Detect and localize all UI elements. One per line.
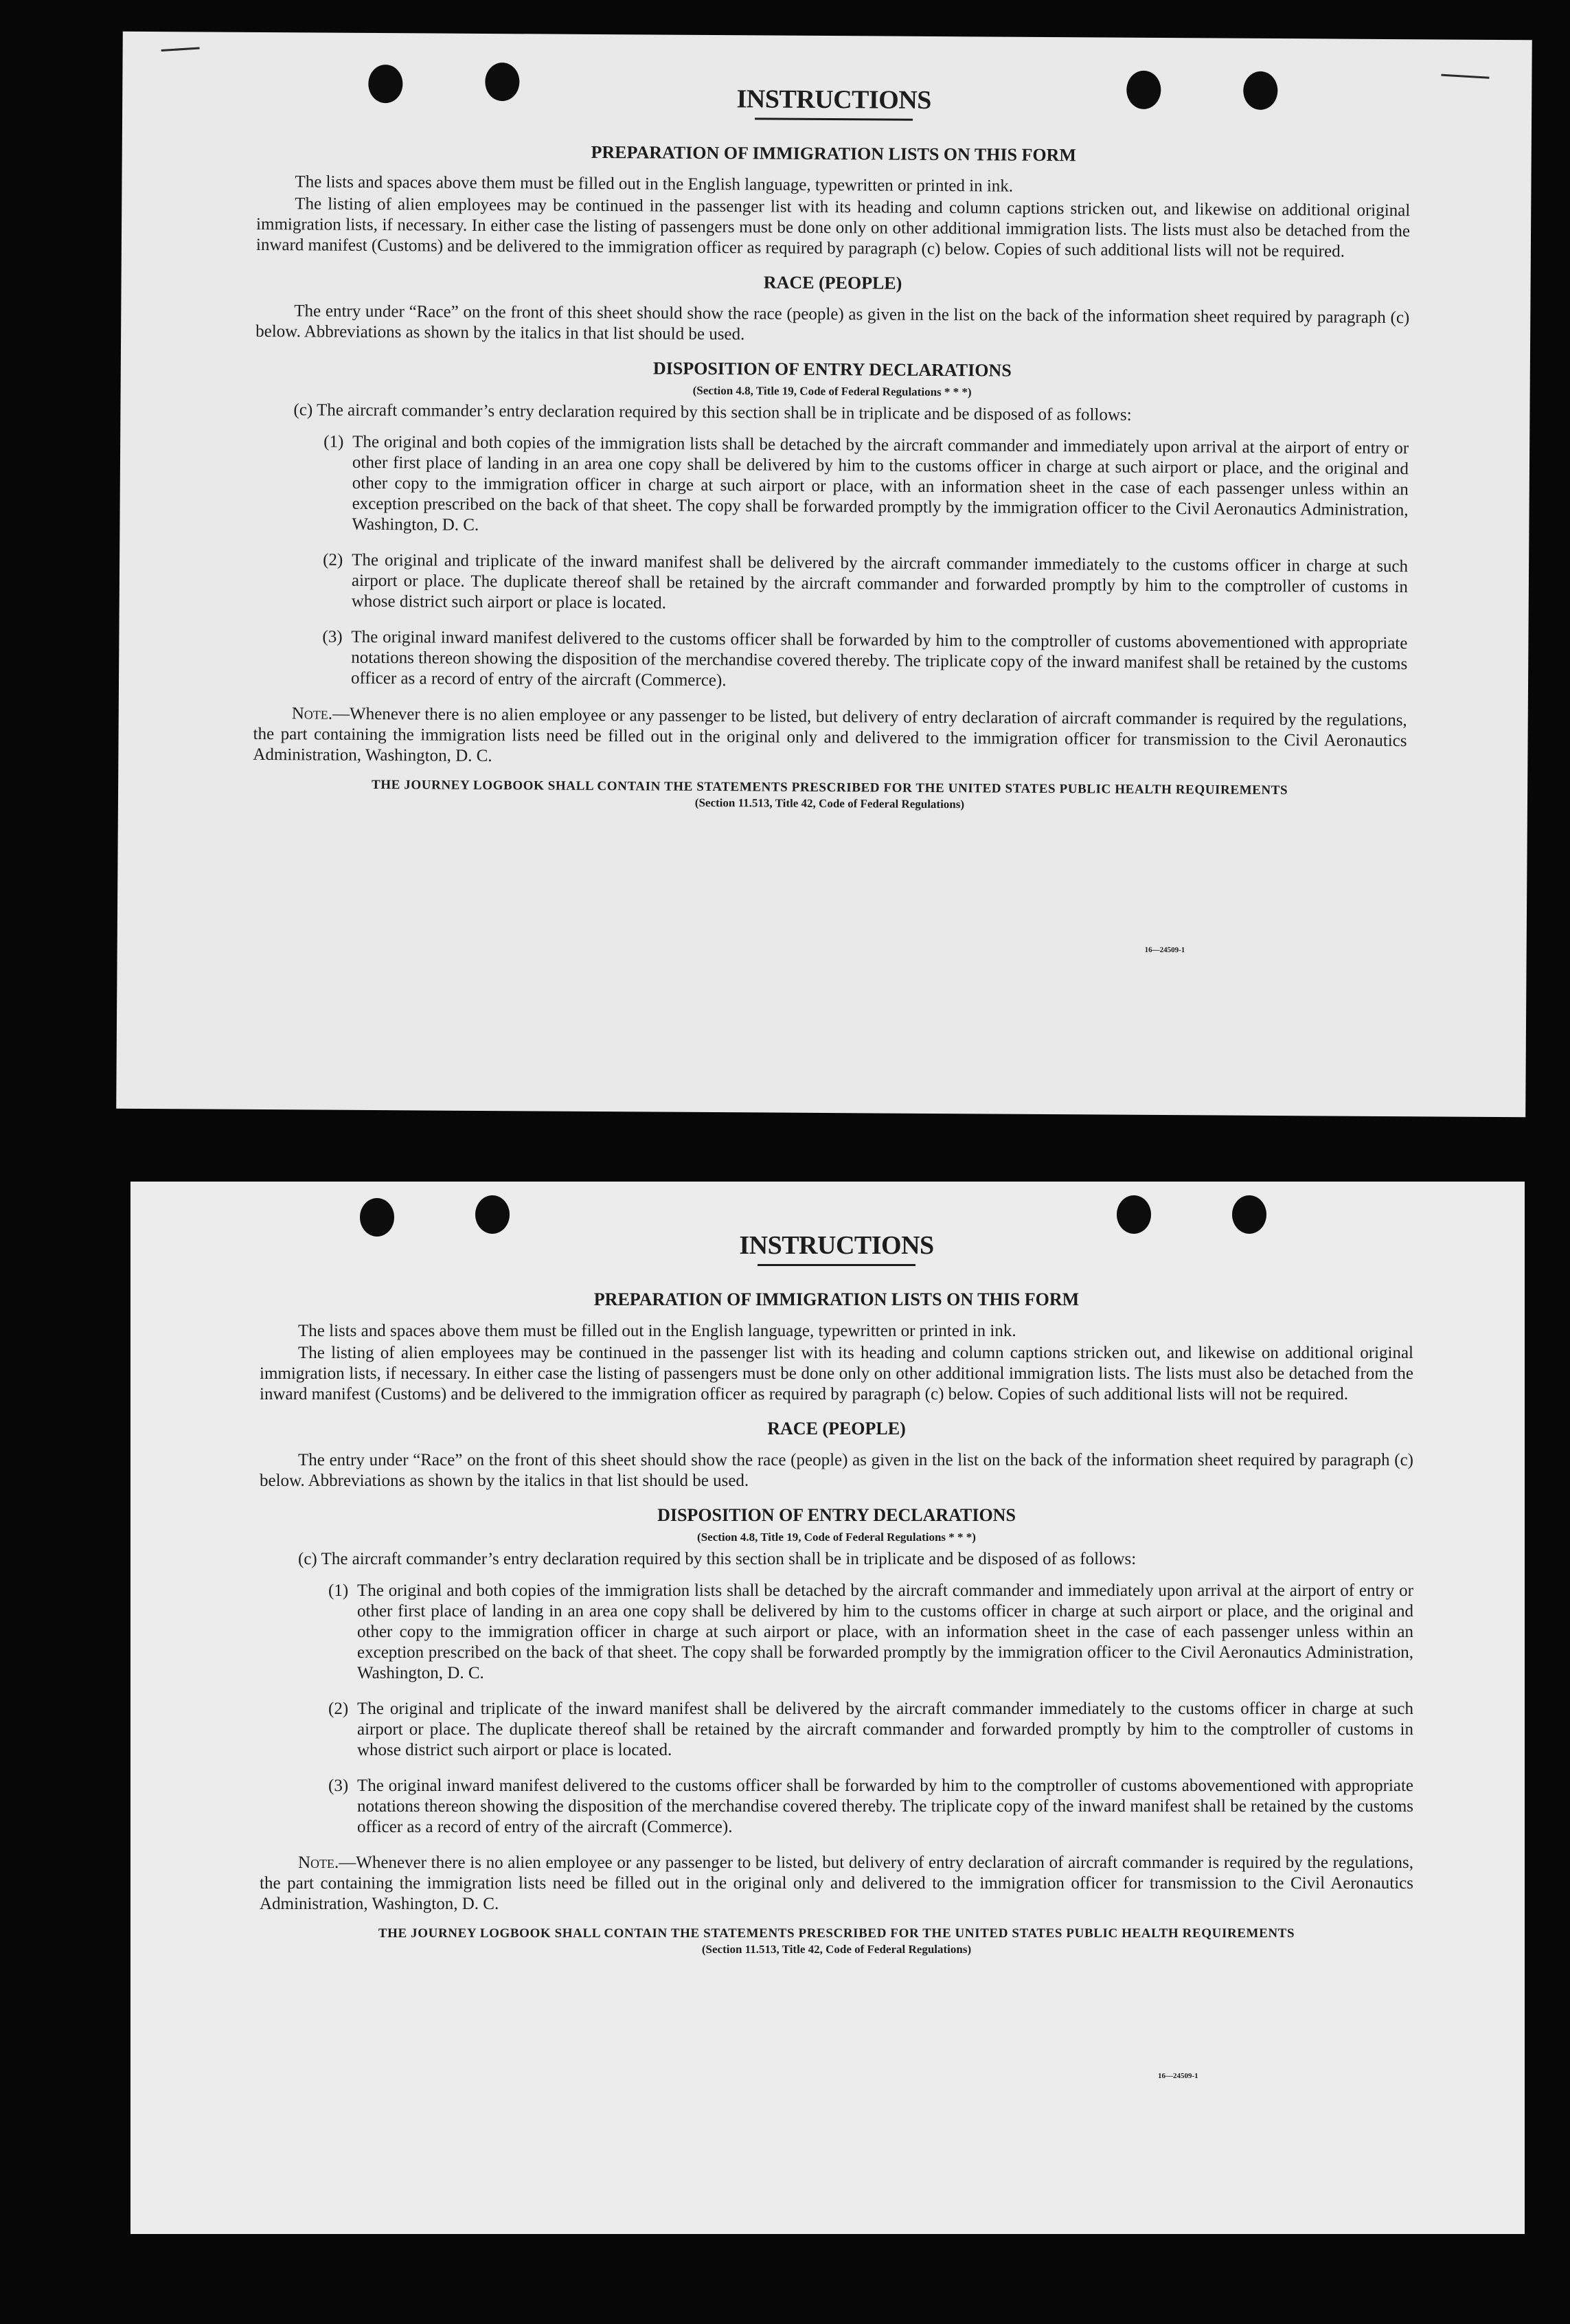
- corner-mark: [161, 47, 200, 52]
- item-text: The original and triplicate of the inward manifest shall be delivered by the aircraft commander immediately to the customs officer in charge at such airport or place. The duplicate thereof shall be retained by the aircraft commander and forwarded promptly by him to the comptroller of customs in whose district such airport or place is located.: [351, 550, 1409, 613]
- note-label: Note.: [298, 1853, 339, 1872]
- paragraph: The lists and spaces above them must be filled out in the English language, typewritten or printed in ink.: [295, 172, 1014, 196]
- item-number: (2): [323, 550, 343, 569]
- section-heading-preparation: PREPARATION OF IMMIGRATION LISTS ON THIS FORM: [591, 142, 1077, 166]
- form-number: 16—24509-1: [1158, 2072, 1198, 2080]
- note-paragraph: [260, 1853, 1413, 1915]
- footer-statement: THE JOURNEY LOGBOOK SHALL CONTAIN THE STATEMENTS PRESCRIBED FOR THE UNITED STATES PUBLIC HEALTH REQUIREMENTS: [378, 1926, 1295, 1941]
- paragraph: The entry under “Race” on the front of this sheet should show the race (people) as given in the list on the back of the information sheet required by paragraph (c) below. Abbreviations as shown by the italics in that list should be used.: [255, 302, 1410, 344]
- paragraph: The listing of alien employees may be continued in the passenger list with its heading and column captions stricken out, and likewise on additional original immigration lists, if necessary. In either case the listing of passengers must be done only on other additional immigration lists. The lists must also be detached from the inward manifest (Customs) and be delivered to the immigration officer as required by paragraph (c) below. Copies of such additional lists will not be required.: [260, 1344, 1413, 1403]
- item-number: (3): [328, 1776, 349, 1795]
- section-reference: (Section 4.8, Title 19, Code of Federal Regulations * * *): [697, 1531, 976, 1544]
- footer-reference: (Section 11.513, Title 42, Code of Federal Regulations): [694, 796, 965, 811]
- section-heading-preparation: PREPARATION OF IMMIGRATION LISTS ON THIS FORM: [593, 1289, 1080, 1309]
- section-heading-disposition: DISPOSITION OF ENTRY DECLARATIONS: [657, 1505, 1016, 1525]
- punch-hole: [475, 1195, 510, 1234]
- item-number: (1): [328, 1581, 349, 1600]
- instruction-sheet-2: [130, 1182, 1525, 2234]
- note-text: —Whenever there is no alien employee or any passenger to be listed, but delivery of entry declaration of aircraft commander is required by the regulations, the part containing the immigration lists need be filled out in the original only and delivered to the immigration officer for transmission to the Civil Aeronautics Administration, Washington, D. C.: [253, 704, 1407, 766]
- paragraph: The lists and spaces above them must be filled out in the English language, typewritten or printed in ink.: [298, 1322, 1016, 1340]
- sheet-content: [253, 80, 1411, 815]
- item-text: The original and triplicate of the inward manifest shall be delivered by the aircraft commander immediately to the customs officer in charge at such airport or place. The duplicate thereof shall be retained by the aircraft commander and forwarded promptly by him to the comptroller of customs in whose district such airport or place is located.: [357, 1700, 1413, 1759]
- section-heading-race: RACE (PEOPLE): [767, 1419, 906, 1439]
- punch-hole: [1117, 1195, 1151, 1234]
- item-number: (2): [328, 1700, 349, 1718]
- title-rule: [758, 1264, 915, 1266]
- corner-mark: [1441, 74, 1489, 79]
- page-title: INSTRUCTIONS: [736, 84, 932, 115]
- title-rule: [755, 117, 913, 120]
- page-title: INSTRUCTIONS: [739, 1231, 934, 1260]
- paragraph: The listing of alien employees may be continued in the passenger list with its heading and column captions stricken out, and likewise on additional original immigration lists, if necessary. In either case the listing of passengers must be done only on other additional immigration lists. The lists must also be detached from the inward manifest (Customs) and be delivered to the immigration officer as required by paragraph (c) below. Copies of such additional lists will not be required.: [255, 194, 1411, 261]
- list-item: [322, 627, 1408, 696]
- note-label: Note.: [291, 704, 333, 723]
- list-item: [328, 1776, 1413, 1838]
- item-text: The original and both copies of the immigration lists shall be detached by the aircraft commander and immediately upon arrival at the airport of entry or other first place of landing in an area one copy shall be delivered by him to the customs officer in charge at such airport or place, and the original and other copy to the immigration officer in charge at such airport or place, with an information sheet in the case of each passenger unless within an exception prescribed on the back of that sheet. The copy shall be forwarded promptly by the immigration officer to the Civil Aeronautics Administration, Washington, D. C.: [352, 432, 1409, 534]
- footer-reference: (Section 11.513, Title 42, Code of Federal Regulations): [701, 1943, 972, 1956]
- section-heading-race: RACE (PEOPLE): [763, 272, 902, 293]
- item-text: The original inward manifest delivered to the customs officer shall be forwarded by him to the comptroller of customs abovementioned with appropriate notations thereon showing the disposition of the merchandise covered thereby. The triplicate copy of the inward manifest shall be retained by the customs officer as a record of entry of the aircraft (Commerce).: [357, 1776, 1413, 1836]
- paragraph: (c) The aircraft commander’s entry declaration required by this section shall be in triplicate and be disposed of as follows:: [293, 401, 1132, 425]
- paragraph: (c) The aircraft commander’s entry declaration required by this section shall be in triplicate and be disposed of as follows:: [298, 1550, 1137, 1568]
- sheet-content: [260, 1230, 1413, 1957]
- section-reference: (Section 4.8, Title 19, Code of Federal Regulations * * *): [692, 383, 972, 399]
- form-number: 16—24509-1: [1144, 945, 1185, 955]
- item-number: (3): [322, 627, 343, 646]
- note-paragraph: [253, 703, 1407, 772]
- item-number: (1): [323, 432, 344, 451]
- paragraph: The entry under “Race” on the front of this sheet should show the race (people) as given in the list on the back of the information sheet required by paragraph (c) below. Abbreviations as shown by the italics in that list should be used.: [260, 1451, 1413, 1490]
- list-item: [328, 1699, 1413, 1761]
- section-heading-disposition: DISPOSITION OF ENTRY DECLARATIONS: [652, 358, 1012, 381]
- instruction-sheet-1: [116, 32, 1532, 1118]
- punch-hole: [1232, 1195, 1266, 1234]
- list-item: [323, 550, 1409, 619]
- note-text: —Whenever there is no alien employee or any passenger to be listed, but delivery of entry declaration of aircraft commander is required by the regulations, the part containing the immigration lists need be filled out in the original only and delivered to the immigration officer for transmission to the Civil Aeronautics Administration, Washington, D. C.: [260, 1853, 1413, 1913]
- item-text: The original and both copies of the immigration lists shall be detached by the aircraft commander and immediately upon arrival at the airport of entry or other first place of landing in an area one copy shall be delivered by him to the customs officer in charge at such airport or place, and the original and other copy to the immigration officer in charge at such airport or place, with an information sheet in the case of each passenger unless within an exception prescribed on the back of that sheet. The copy shall be forwarded promptly by the immigration officer to the Civil Aeronautics Administration, Washington, D. C.: [357, 1581, 1413, 1682]
- item-text: The original inward manifest delivered to the customs officer shall be forwarded by him to the comptroller of customs abovementioned with appropriate notations thereon showing the disposition of the merchandise covered thereby. The triplicate copy of the inward manifest shall be retained by the customs officer as a record of entry of the aircraft (Commerce).: [350, 627, 1408, 690]
- list-item: [328, 1581, 1413, 1684]
- list-item: [323, 432, 1409, 542]
- footer-statement: THE JOURNEY LOGBOOK SHALL CONTAIN THE STATEMENTS PRESCRIBED FOR THE UNITED STATES PUBLIC HEALTH REQUIREMENTS: [371, 777, 1288, 798]
